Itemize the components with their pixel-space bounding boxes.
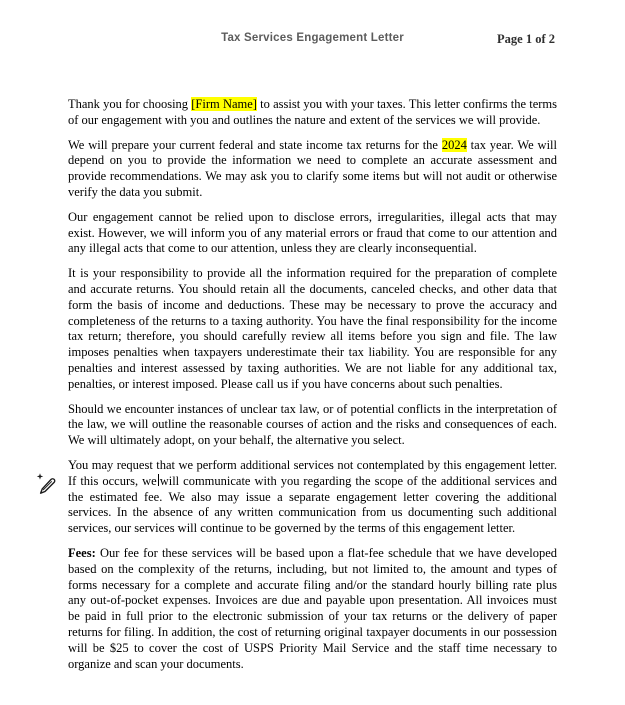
highlighted-text: 2024 <box>441 137 467 152</box>
paragraph[interactable] <box>68 546 557 672</box>
pen-with-sparkle-icon[interactable] <box>35 472 59 496</box>
text-run: will communicate with you regarding the scope of the additional services and the estimated fee. We also may issue a separate engagement letter covering the additional services. In the absence of any written communication from us documenting such additional services, our services will continue to be governed by the terms of this engagement letter. <box>68 473 557 536</box>
page-indicator: Page 1 of 2 <box>497 32 555 46</box>
paragraph[interactable] <box>68 97 557 129</box>
paragraph[interactable] <box>68 266 557 392</box>
letter-body[interactable] <box>68 97 557 681</box>
paragraph[interactable] <box>68 210 557 257</box>
text-run: Should we encounter instances of unclear tax law, or of potential conflicts in the interpretation of the law, we will outline the reasonable courses of action and the risks and consequences of each. We will ultimately adopt, on your behalf, the alternative you select. <box>68 401 557 448</box>
text-run: Our fee for these services will be based upon a flat-fee schedule that we have developed based on the complexity of the returns, including, but not limited to, the amount and types of forms necessary for a complete and accurate filing and/or the standard hourly billing rate plus any out-of-pocket expenses. Invoices are due and payable upon presentation. All invoices must be paid in full prior to the electronic submission of your tax returns or the delivery of paper returns for filing. In addition, the cost of returning original taxpayer documents in our possession will be $25 to cover the cost of USPS Priority Mail Service and the staff time necessary to organize and scan your documents. <box>68 545 557 671</box>
text-run: You may request that we perform additional services not contemplated by this engagement letter. If this occurs, we <box>68 457 557 488</box>
bold-label: Fees: <box>68 545 96 560</box>
text-run: Thank you for choosing <box>68 97 192 111</box>
document-header <box>68 32 557 50</box>
text-run: tax year. We will depend on you to provide the information we need to complete an accurate assessment and provide recommendations. We may ask you to clarify some items but will not audit or otherwise verify the data you submit. <box>68 137 557 199</box>
paragraph[interactable] <box>68 402 557 449</box>
text-run: We will prepare your current federal and state income tax returns for the <box>68 137 442 152</box>
text-run: It is your responsibility to provide all the information required for the preparation of complete and accurate returns. You should retain all the documents, canceled checks, and other data that form the basis of income and deductions. These may be necessary to prove the accuracy and completeness of the returns to a taxing authority. You have the final responsibility for the income tax return; therefore, you should carefully review all items before you sign and file. The law imposes penalties when taxpayers underestimate their tax liability. You are responsible for any penalties and interest assessed by taxing authorities. We are not liable for any additional tax, penalties, or interest imposed. Please call us if you have concerns about such penalties. <box>68 266 557 391</box>
document-title: Tax Services Engagement Letter <box>221 32 404 44</box>
text-run: Our engagement cannot be relied upon to disclose errors, irregularities, illegal acts that may exist. However, we will inform you of any material errors or fraud that come to our attention and any illegal acts that come to our attention, unless they are clearly inconsequential. <box>68 209 557 256</box>
paragraph[interactable] <box>68 138 557 201</box>
text-cursor <box>158 474 159 486</box>
paragraph[interactable] <box>68 458 557 537</box>
text-run: to assist you with your taxes. This letter confirms the terms of our engagement with you and outlines the nature and extent of the services we will provide. <box>68 97 557 127</box>
highlighted-text: [Firm Name] <box>191 97 257 111</box>
